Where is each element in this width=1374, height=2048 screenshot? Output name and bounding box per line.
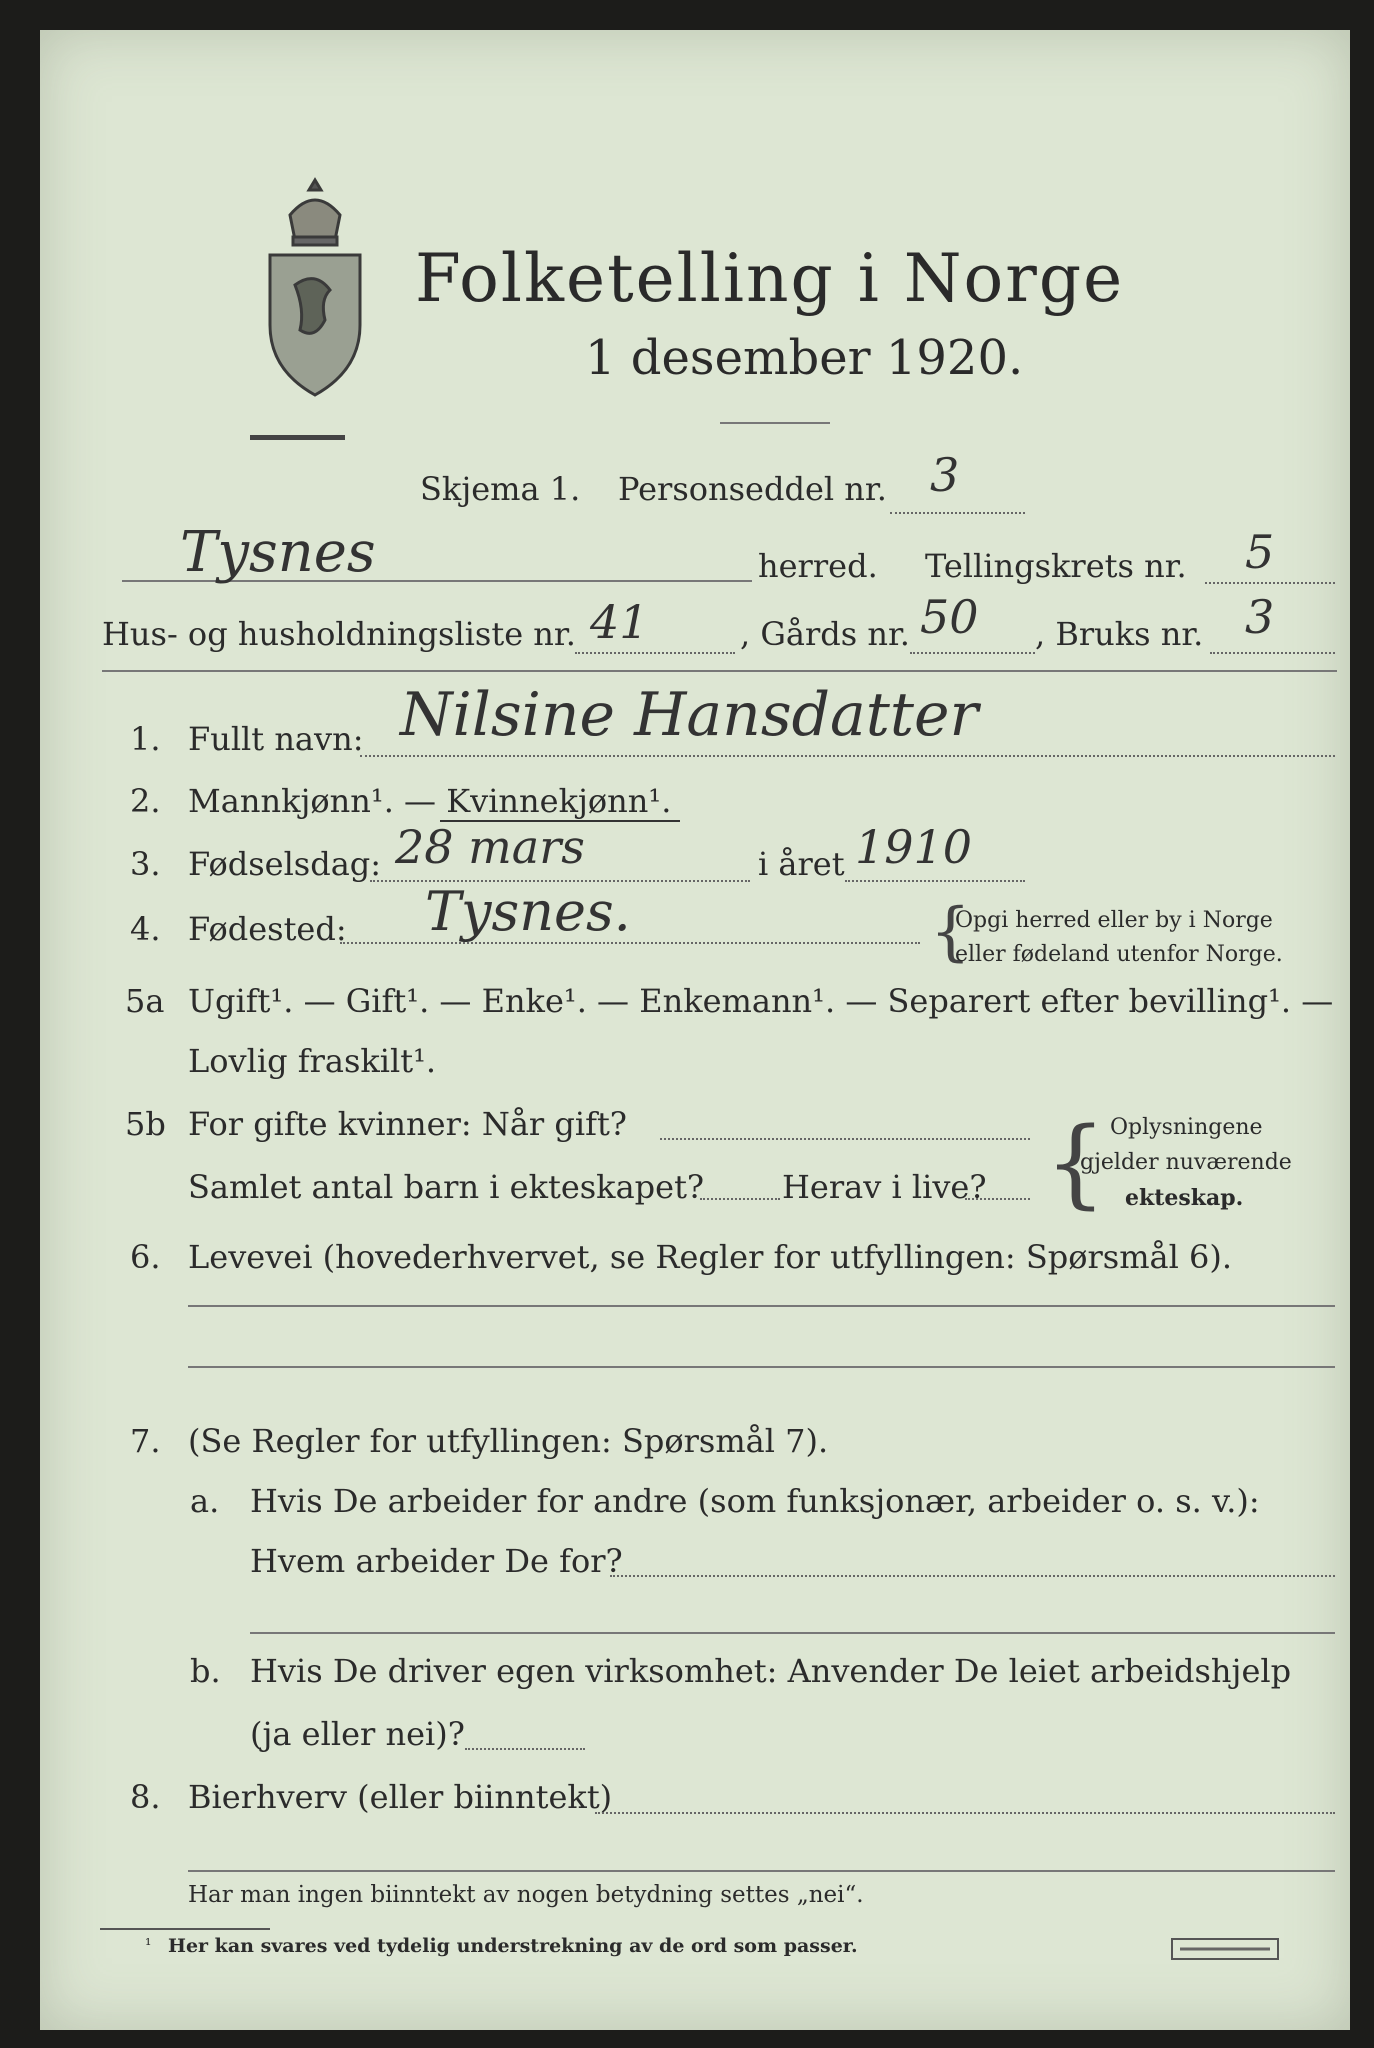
q3-number: 3.: [130, 845, 161, 883]
pen-dash: [250, 435, 345, 440]
printer-stamp-icon: [1170, 1935, 1280, 1963]
hus-value[interactable]: 41: [590, 595, 649, 649]
q3-year-label: i året: [758, 845, 845, 883]
q5b-note-line1: Oplysningene: [1110, 1115, 1263, 1140]
q1-label: Fullt navn:: [188, 720, 364, 758]
q1-number: 1.: [130, 720, 161, 758]
q5b-children-label: Samlet antal barn i ekteskapet?: [188, 1168, 705, 1206]
personseddel-value[interactable]: 3: [930, 448, 960, 502]
q3-label: Fødselsdag:: [188, 845, 382, 883]
q7b-line1: Hvis De driver egen virksomhet: Anvender De leiet arbeidshjelp: [250, 1652, 1292, 1690]
q5a-number: 5a: [125, 982, 165, 1020]
q6-field-line-1[interactable]: [188, 1305, 1335, 1307]
q7a-line2: Hvem arbeider De for?: [250, 1542, 623, 1580]
q5b-number: 5b: [125, 1105, 166, 1143]
q4-note-line2: eller fødeland utenfor Norge.: [955, 942, 1283, 967]
q5a-marital-options: Ugift¹. — Gift¹. — Enke¹. — Enkemann¹. — Separert efter bevilling¹. —: [188, 982, 1334, 1020]
q4-birthplace-value[interactable]: Tysnes.: [425, 880, 631, 943]
herred-value[interactable]: Tysnes: [180, 520, 376, 585]
header-separator: [102, 670, 1337, 672]
footnote-mark: ¹: [145, 1935, 152, 1954]
q1-full-name-value[interactable]: Nilsine Hansdatter: [400, 680, 979, 750]
personseddel-label: Personseddel nr.: [618, 470, 887, 508]
personseddel-field-line: [890, 512, 1025, 514]
title-divider: [720, 422, 830, 424]
q5b-note-line2: gjelder nuværende: [1080, 1150, 1292, 1175]
q4-number: 4.: [130, 910, 161, 948]
biinntekt-note: Har man ingen biinntekt av nogen betydning settes „nei“.: [188, 1882, 864, 1908]
q7a-field-line[interactable]: [610, 1575, 1335, 1577]
q5b-children-field-line: [700, 1198, 780, 1200]
q8-number: 8.: [130, 1778, 161, 1816]
bruks-label: , Bruks nr.: [1035, 615, 1204, 653]
q3-year-field-line: [845, 880, 1025, 882]
q7a-letter: a.: [190, 1482, 220, 1520]
footnote-text: Her kan svares ved tydelig understrekning av de ord som passer.: [168, 1935, 858, 1957]
q3-year-value[interactable]: 1910: [855, 820, 973, 874]
bruks-value[interactable]: 3: [1245, 590, 1275, 644]
bruks-field-line: [1210, 652, 1335, 654]
coat-of-arms-icon: [255, 175, 375, 405]
tellingskrets-field-line: [1205, 582, 1335, 584]
gards-value[interactable]: 50: [920, 590, 979, 644]
q7-label: (Se Regler for utfyllingen: Spørsmål 7).: [188, 1422, 829, 1460]
tellingskrets-value[interactable]: 5: [1245, 525, 1275, 579]
schema-label: Skjema 1.: [420, 470, 581, 508]
q8-extra-line[interactable]: [188, 1870, 1335, 1872]
q2-gender-options: Mannkjønn¹. — Kvinnekjønn¹.: [188, 782, 672, 820]
q5a-divorced-option: Lovlig fraskilt¹.: [188, 1042, 437, 1080]
herred-label: herred.: [758, 547, 878, 585]
gards-field-line: [910, 652, 1035, 654]
q7-number: 7.: [130, 1422, 161, 1460]
q6-number: 6.: [130, 1238, 161, 1276]
q7b-letter: b.: [190, 1652, 221, 1690]
q7b-field-line[interactable]: [465, 1748, 585, 1750]
tellingskrets-label: Tellingskrets nr.: [925, 547, 1187, 585]
q5b-married-when-label: For gifte kvinner: Når gift?: [188, 1105, 627, 1143]
q8-label: Bierhverv (eller biinntekt): [188, 1778, 613, 1816]
q6-label: Levevei (hovederhvervet, se Regler for utfyllingen: Spørsmål 6).: [188, 1238, 1233, 1276]
gards-label: , Gårds nr.: [740, 615, 910, 653]
q7a-line1: Hvis De arbeider for andre (som funksjonær, arbeider o. s. v.):: [250, 1482, 1260, 1520]
q2-number: 2.: [130, 782, 161, 820]
hus-label: Hus- og husholdningsliste nr.: [102, 615, 576, 653]
q3-birthday-value[interactable]: 28 mars: [395, 820, 585, 874]
q7a-extra-line[interactable]: [250, 1632, 1335, 1634]
census-form-sheet: [40, 30, 1350, 2030]
q5b-alive-label: Herav i live?: [782, 1168, 987, 1206]
footnote-rule: [100, 1928, 270, 1930]
q7b-line2: (ja eller nei)?: [250, 1715, 465, 1753]
q5b-note-brace: {: [1045, 1107, 1107, 1219]
q4-note-line1: Opgi herred eller by i Norge: [955, 908, 1273, 933]
census-date: 1 desember 1920.: [585, 330, 1024, 386]
q4-note-brace: {: [930, 895, 971, 969]
q8-field-line[interactable]: [595, 1812, 1335, 1814]
q4-label: Fødested:: [188, 910, 347, 948]
hus-field-line: [575, 652, 735, 654]
q5b-note-line3: ekteskap.: [1125, 1185, 1244, 1211]
q6-field-line-2[interactable]: [188, 1366, 1335, 1368]
q5b-alive-field-line: [965, 1198, 1030, 1200]
q5b-married-field-line: [660, 1138, 1030, 1140]
form-title: Folketelling i Norge: [415, 240, 1125, 317]
q1-field-line: [360, 755, 1335, 757]
